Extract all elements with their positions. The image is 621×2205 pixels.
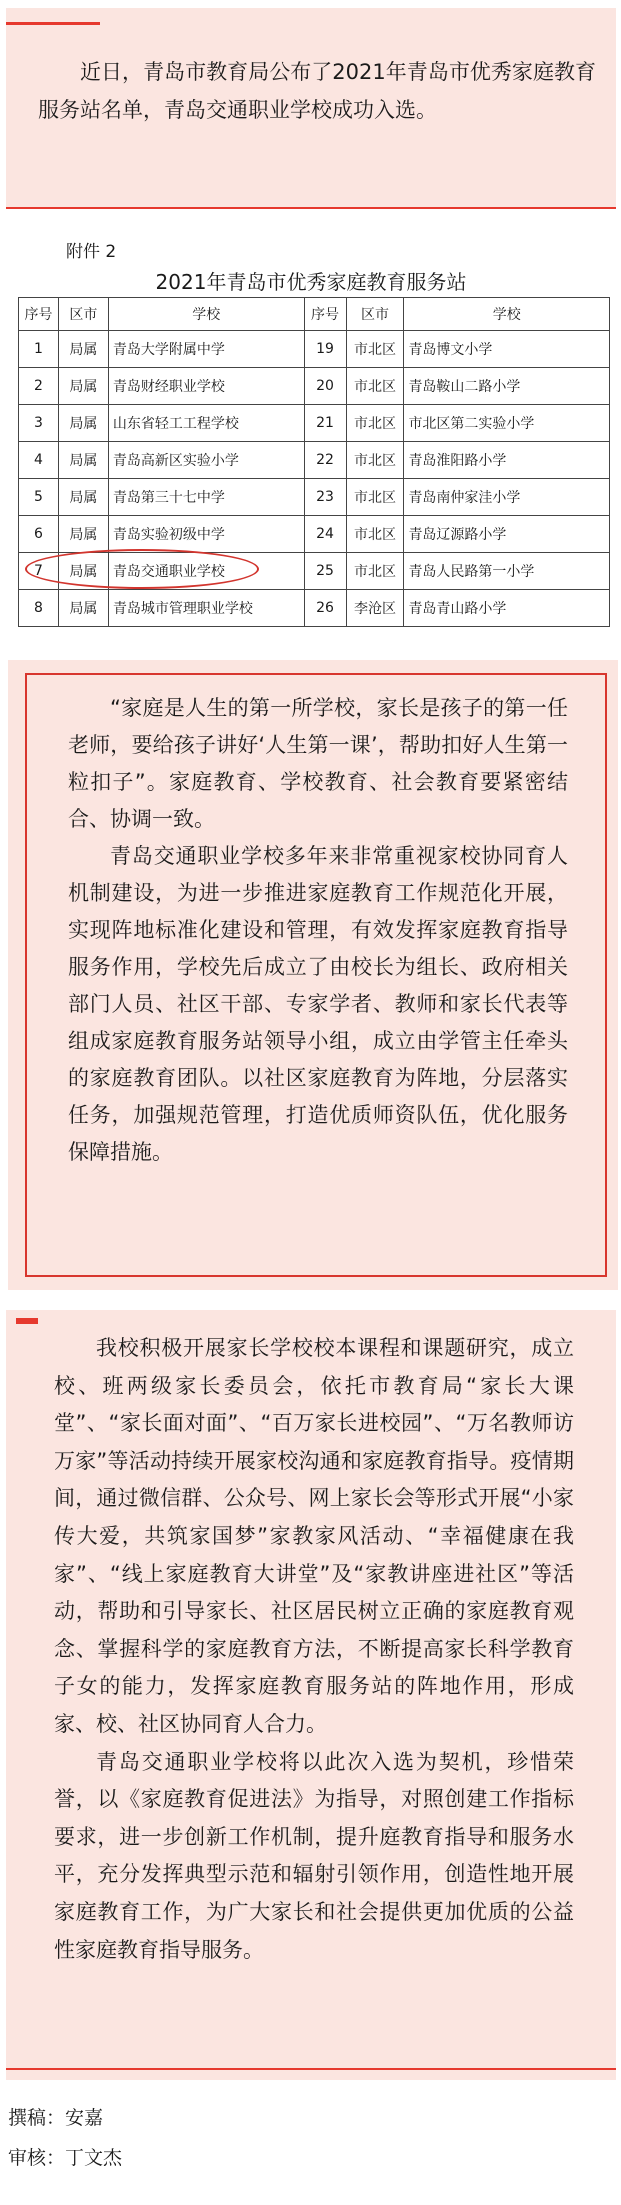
intro-section bbox=[6, 8, 616, 208]
table-cell: 青岛南仲家洼小学 bbox=[404, 479, 610, 516]
table-cell: 市北区 bbox=[346, 516, 404, 553]
table-cell: 市北区第二实验小学 bbox=[404, 405, 610, 442]
table-cell: 青岛城市管理职业学校 bbox=[108, 590, 304, 627]
table-cell: 5 bbox=[19, 479, 59, 516]
quote-paragraph: 青岛交通职业学校多年来非常重视家校协同育人机制建设，为进一步推进家庭教育工作规范化开展，实现阵地标准化建设和管理，有效发挥家庭教育指导服务作用，学校先后成立了由校长为组长、政府相关部门人员、社区干部、专家学者、教师和家长代表等组成家庭教育服务站领导小组，成立由学管主任牵头的家庭教育团队。以社区家庭教育为阵地，分层落实任务，加强规范管理，打造优质师资队伍，优化服务保障措施。 bbox=[68, 844, 568, 1164]
table-cell: 局属 bbox=[58, 442, 108, 479]
table-row bbox=[19, 479, 610, 516]
accent-line bbox=[6, 22, 100, 25]
table-cell: 局属 bbox=[58, 479, 108, 516]
table-cell: 青岛鞍山二路小学 bbox=[404, 368, 610, 405]
header-cell: 学校 bbox=[404, 298, 610, 331]
header-cell: 序号 bbox=[19, 298, 59, 331]
table-row bbox=[19, 516, 610, 553]
table-cell: 局属 bbox=[58, 368, 108, 405]
table-cell: 青岛实验初级中学 bbox=[108, 516, 304, 553]
table-cell: 22 bbox=[304, 442, 346, 479]
divider-line bbox=[6, 2068, 616, 2070]
table-cell: 24 bbox=[304, 516, 346, 553]
quote-paragraph: “家庭是人生的第一所学校，家长是孩子的第一任老师，要给孩子讲好‘人生第一课’，帮助扣好人生第一粒扣子”。家庭教育、学校教育、社会教育要紧密结合、协调一致。 bbox=[68, 696, 568, 831]
table-cell: 8 bbox=[19, 590, 59, 627]
table-cell: 市北区 bbox=[346, 405, 404, 442]
divider-line bbox=[6, 207, 616, 209]
table-cell: 市北区 bbox=[346, 553, 404, 590]
table-cell: 青岛第三十七中学 bbox=[108, 479, 304, 516]
table-cell: 青岛大学附属中学 bbox=[108, 331, 304, 368]
header-cell: 区市 bbox=[346, 298, 404, 331]
quote-text bbox=[68, 690, 568, 1171]
credits bbox=[8, 2098, 122, 2178]
table-cell: 市北区 bbox=[346, 368, 404, 405]
table-cell: 李沧区 bbox=[346, 590, 404, 627]
quote-section bbox=[8, 660, 618, 1290]
table-cell: 青岛博文小学 bbox=[404, 331, 610, 368]
body-section bbox=[6, 1310, 616, 2080]
body-paragraph: 青岛交通职业学校将以此次入选为契机，珍惜荣誉，以《家庭教育促进法》为指导，对照创建工作指标要求，进一步创新工作机制，提升庭教育指导和服务水平，充分发挥典型示范和辐射引领作用，创造性地开展家庭教育工作，为广大家长和社会提供更加优质的公益性家庭教育指导服务。 bbox=[54, 1749, 574, 1962]
table-row bbox=[19, 405, 610, 442]
body-text bbox=[54, 1330, 574, 1969]
table-cell: 19 bbox=[304, 331, 346, 368]
table-cell: 局属 bbox=[58, 553, 108, 590]
table-cell: 局属 bbox=[58, 331, 108, 368]
table-cell: 山东省轻工工程学校 bbox=[108, 405, 304, 442]
header-cell: 区市 bbox=[58, 298, 108, 331]
body-paragraph: 我校积极开展家长学校校本课程和课题研究，成立校、班两级家长委员会，依托市教育局“家长大课堂”、“家长面对面”、“百万家长进校园”、“万名教师访万家”等活动持续开展家校沟通和家庭教育指导。疫情期间，通过微信群、公众号、网上家长会等形式开展“小家传大爱，共筑家国梦”家教家风活动、“幸福健康在我家”、“线上家庭教育大讲堂”及“家教讲座进社区”等活动，帮助和引导家长、社区居民树立正确的家庭教育观念、掌握科学的家庭教育方法，不断提高家长科学教育子女的能力，发挥家庭教育服务站的阵地作用，形成家、校、社区协同育人合力。 bbox=[54, 1336, 574, 1736]
table-image bbox=[6, 224, 616, 649]
table-cell: 7 bbox=[19, 553, 59, 590]
table-cell: 青岛淮阳路小学 bbox=[404, 442, 610, 479]
table-cell: 23 bbox=[304, 479, 346, 516]
table-row bbox=[19, 442, 610, 479]
table-cell: 25 bbox=[304, 553, 346, 590]
highlight-circle bbox=[25, 549, 259, 589]
intro-paragraph: 近日，青岛市教育局公布了2021年青岛市优秀家庭教育服务站名单，青岛交通职业学校成功入选。 bbox=[38, 60, 596, 122]
table-cell: 青岛财经职业学校 bbox=[108, 368, 304, 405]
table-cell: 2 bbox=[19, 368, 59, 405]
table-cell: 6 bbox=[19, 516, 59, 553]
table-title: 2021年青岛市优秀家庭教育服务站 bbox=[155, 270, 467, 294]
table-cell: 局属 bbox=[58, 516, 108, 553]
table-cell: 21 bbox=[304, 405, 346, 442]
table-cell: 青岛辽源路小学 bbox=[404, 516, 610, 553]
table-cell: 26 bbox=[304, 590, 346, 627]
table-row bbox=[19, 590, 610, 627]
attachment-label: 附件 2 bbox=[66, 242, 117, 262]
header-cell: 序号 bbox=[304, 298, 346, 331]
table-cell: 1 bbox=[19, 331, 59, 368]
table-cell: 青岛高新区实验小学 bbox=[108, 442, 304, 479]
table-cell: 4 bbox=[19, 442, 59, 479]
table-cell: 局属 bbox=[58, 590, 108, 627]
table-row bbox=[19, 368, 610, 405]
table-cell: 青岛交通职业学校 bbox=[108, 553, 304, 590]
table-cell: 青岛人民路第一小学 bbox=[404, 553, 610, 590]
table-cell: 市北区 bbox=[346, 442, 404, 479]
author-credit: 撰稿：安嘉 bbox=[8, 2107, 104, 2129]
header-cell: 学校 bbox=[108, 298, 304, 331]
table-cell: 市北区 bbox=[346, 331, 404, 368]
table-cell: 青岛青山路小学 bbox=[404, 590, 610, 627]
reviewer-credit: 审核：丁文杰 bbox=[8, 2147, 123, 2169]
table-header-row bbox=[19, 298, 610, 331]
table-cell: 3 bbox=[19, 405, 59, 442]
table-cell: 20 bbox=[304, 368, 346, 405]
table-row bbox=[19, 331, 610, 368]
table-cell: 市北区 bbox=[346, 479, 404, 516]
accent-mark bbox=[16, 1318, 38, 1324]
table-cell: 局属 bbox=[58, 405, 108, 442]
